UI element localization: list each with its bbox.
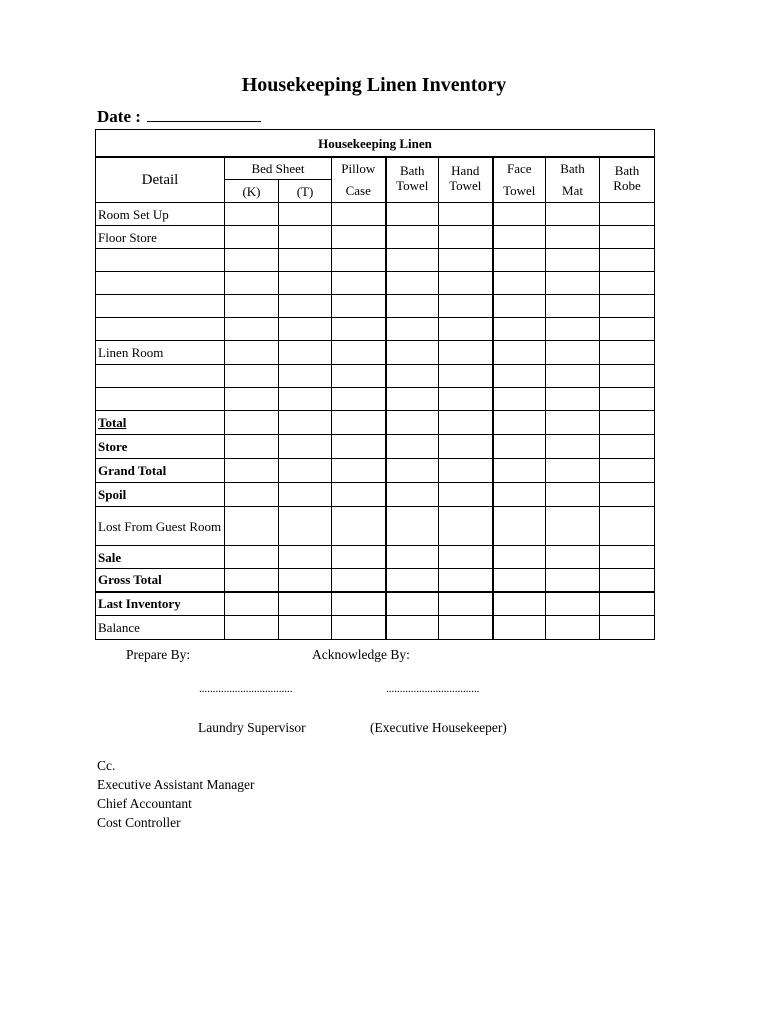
entry-cell[interactable] <box>439 507 493 546</box>
table-row <box>96 483 655 507</box>
entry-cell[interactable] <box>386 507 439 546</box>
entry-cell[interactable] <box>439 388 493 411</box>
entry-cell[interactable] <box>493 365 546 388</box>
entry-cell[interactable] <box>225 459 279 483</box>
entry-cell[interactable] <box>279 507 332 546</box>
entry-cell[interactable] <box>225 203 279 226</box>
entry-cell[interactable] <box>386 459 439 483</box>
row-label <box>96 272 225 295</box>
entry-cell[interactable] <box>546 203 600 226</box>
entry-cell[interactable] <box>493 226 546 249</box>
entry-cell[interactable] <box>225 341 279 365</box>
entry-cell[interactable] <box>439 569 493 592</box>
entry-cell[interactable] <box>600 507 655 546</box>
table-row <box>96 295 655 318</box>
entry-cell[interactable] <box>332 616 386 640</box>
bath-towel-line2: Towel <box>396 178 429 193</box>
entry-cell[interactable] <box>546 459 600 483</box>
entry-cell[interactable] <box>600 569 655 592</box>
entry-cell[interactable] <box>546 272 600 295</box>
entry-cell[interactable] <box>332 318 386 341</box>
entry-cell[interactable] <box>386 226 439 249</box>
row-label: Store <box>96 435 225 459</box>
entry-cell[interactable] <box>439 411 493 435</box>
entry-cell[interactable] <box>439 203 493 226</box>
bath-towel-header <box>386 157 439 203</box>
entry-cell[interactable] <box>225 483 279 507</box>
entry-cell[interactable] <box>546 249 600 272</box>
entry-cell[interactable] <box>386 341 439 365</box>
entry-cell[interactable] <box>386 365 439 388</box>
entry-cell[interactable] <box>439 616 493 640</box>
entry-cell[interactable] <box>386 249 439 272</box>
row-label: Grand Total <box>96 459 225 483</box>
table-row <box>96 592 655 616</box>
row-label <box>96 388 225 411</box>
entry-cell[interactable] <box>279 435 332 459</box>
entry-cell[interactable] <box>332 341 386 365</box>
entry-cell[interactable] <box>600 592 655 616</box>
entry-cell[interactable] <box>546 341 600 365</box>
entry-cell[interactable] <box>439 341 493 365</box>
face-towel-line1: Face <box>506 161 532 176</box>
entry-cell[interactable] <box>386 272 439 295</box>
entry-cell[interactable] <box>332 249 386 272</box>
entry-cell[interactable] <box>332 203 386 226</box>
table-row <box>96 341 655 365</box>
date-field <box>97 107 261 127</box>
entry-cell[interactable] <box>439 295 493 318</box>
entry-cell[interactable] <box>600 203 655 226</box>
entry-cell[interactable] <box>225 365 279 388</box>
entry-cell[interactable] <box>332 459 386 483</box>
row-label: Balance <box>96 616 225 640</box>
entry-cell[interactable] <box>493 318 546 341</box>
entry-cell[interactable] <box>493 435 546 459</box>
entry-cell[interactable] <box>279 388 332 411</box>
entry-cell[interactable] <box>493 341 546 365</box>
entry-cell[interactable] <box>546 226 600 249</box>
entry-cell[interactable] <box>439 546 493 569</box>
pillow-case-line2: Case <box>345 183 371 198</box>
bath-robe-line1: Bath <box>614 163 640 178</box>
entry-cell[interactable] <box>493 459 546 483</box>
row-label: Floor Store <box>96 226 225 249</box>
bath-mat-line2: Mat <box>562 183 583 198</box>
row-label: Spoil <box>96 483 225 507</box>
entry-cell[interactable] <box>332 569 386 592</box>
table-row <box>96 226 655 249</box>
table-row <box>96 616 655 640</box>
entry-cell[interactable] <box>332 295 386 318</box>
entry-cell[interactable] <box>332 435 386 459</box>
prepare-by-label: Prepare By: <box>126 647 191 662</box>
entry-cell[interactable] <box>546 435 600 459</box>
entry-cell[interactable] <box>279 341 332 365</box>
hand-towel-line1: Hand <box>451 163 480 178</box>
entry-cell[interactable] <box>546 318 600 341</box>
entry-cell[interactable] <box>493 483 546 507</box>
table-row <box>96 435 655 459</box>
table-row <box>96 365 655 388</box>
row-label: Gross Total <box>96 569 225 592</box>
entry-cell[interactable] <box>279 616 332 640</box>
date-blank-line[interactable] <box>147 107 261 122</box>
entry-cell[interactable] <box>279 272 332 295</box>
entry-cell[interactable] <box>493 546 546 569</box>
entry-cell[interactable] <box>600 341 655 365</box>
row-label: Last Inventory <box>96 592 225 616</box>
entry-cell[interactable] <box>600 616 655 640</box>
entry-cell[interactable] <box>546 616 600 640</box>
row-label: Room Set Up <box>96 203 225 226</box>
executive-housekeeper-title: (Executive Housekeeper) <box>370 720 507 735</box>
entry-cell[interactable] <box>439 459 493 483</box>
row-label <box>96 365 225 388</box>
row-label <box>96 295 225 318</box>
entry-cell[interactable] <box>600 411 655 435</box>
entry-cell[interactable] <box>332 388 386 411</box>
entry-cell[interactable] <box>386 435 439 459</box>
entry-cell[interactable] <box>493 507 546 546</box>
entry-cell[interactable] <box>225 616 279 640</box>
entry-cell[interactable] <box>600 388 655 411</box>
document-title: Housekeeping Linen Inventory <box>241 74 507 96</box>
entry-cell[interactable] <box>600 295 655 318</box>
row-label: Linen Room <box>96 341 225 365</box>
entry-cell[interactable] <box>439 272 493 295</box>
row-label: Lost From Guest Room <box>96 507 225 546</box>
cc-item: Executive Assistant Manager <box>97 777 255 792</box>
entry-cell[interactable] <box>600 483 655 507</box>
entry-cell[interactable] <box>439 249 493 272</box>
entry-cell[interactable] <box>332 365 386 388</box>
entry-cell[interactable] <box>546 507 600 546</box>
entry-cell[interactable] <box>546 411 600 435</box>
table-row <box>96 459 655 483</box>
entry-cell[interactable] <box>332 592 386 616</box>
entry-cell[interactable] <box>332 483 386 507</box>
entry-cell[interactable] <box>386 592 439 616</box>
entry-cell[interactable] <box>225 388 279 411</box>
entry-cell[interactable] <box>279 203 332 226</box>
entry-cell[interactable] <box>600 546 655 569</box>
laundry-supervisor-title: Laundry Supervisor <box>198 720 306 735</box>
date-label: Date : <box>97 107 141 126</box>
row-label <box>96 249 225 272</box>
entry-cell[interactable] <box>225 272 279 295</box>
table-row <box>96 272 655 295</box>
face-towel-header <box>493 157 546 203</box>
entry-cell[interactable] <box>600 226 655 249</box>
prepare-by-signature-line[interactable]: .................................. <box>199 683 293 695</box>
entry-cell[interactable] <box>386 388 439 411</box>
bed-sheet-t-header: (T) <box>279 180 332 203</box>
table-row <box>96 507 655 546</box>
entry-cell[interactable] <box>225 592 279 616</box>
table-row <box>96 318 655 341</box>
entry-cell[interactable] <box>600 459 655 483</box>
entry-cell[interactable] <box>225 295 279 318</box>
entry-cell[interactable] <box>225 507 279 546</box>
entry-cell[interactable] <box>493 411 546 435</box>
bath-mat-header <box>546 157 600 203</box>
row-label: Sale <box>96 546 225 569</box>
entry-cell[interactable] <box>493 569 546 592</box>
table-row <box>96 411 655 435</box>
cc-item: Chief Accountant <box>97 796 192 811</box>
entry-cell[interactable] <box>600 435 655 459</box>
detail-header: Detail <box>96 157 225 203</box>
table-row <box>96 546 655 569</box>
entry-cell[interactable] <box>546 483 600 507</box>
entry-cell[interactable] <box>225 435 279 459</box>
face-towel-line2: Towel <box>503 183 536 198</box>
entry-cell[interactable] <box>279 546 332 569</box>
entry-cell[interactable] <box>279 592 332 616</box>
entry-cell[interactable] <box>225 411 279 435</box>
entry-cell[interactable] <box>439 435 493 459</box>
entry-cell[interactable] <box>279 226 332 249</box>
bath-robe-header <box>600 157 655 203</box>
entry-cell[interactable] <box>493 203 546 226</box>
bath-mat-line1: Bath <box>560 161 585 176</box>
entry-cell[interactable] <box>493 272 546 295</box>
entry-cell[interactable] <box>493 295 546 318</box>
entry-cell[interactable] <box>225 318 279 341</box>
entry-cell[interactable] <box>600 249 655 272</box>
entry-cell[interactable] <box>279 249 332 272</box>
acknowledge-by-signature-line[interactable]: .................................. <box>386 683 480 695</box>
entry-cell[interactable] <box>439 318 493 341</box>
entry-cell[interactable] <box>546 569 600 592</box>
entry-cell[interactable] <box>439 483 493 507</box>
entry-cell[interactable] <box>225 226 279 249</box>
entry-cell[interactable] <box>493 249 546 272</box>
entry-cell[interactable] <box>386 411 439 435</box>
cc-item: Cost Controller <box>97 815 181 830</box>
hand-towel-line2: Towel <box>449 178 482 193</box>
entry-cell[interactable] <box>386 203 439 226</box>
entry-cell[interactable] <box>546 365 600 388</box>
table-row <box>96 249 655 272</box>
entry-cell[interactable] <box>279 318 332 341</box>
entry-cell[interactable] <box>600 365 655 388</box>
entry-cell[interactable] <box>332 411 386 435</box>
entry-cell[interactable] <box>493 616 546 640</box>
bath-towel-line1: Bath <box>399 163 425 178</box>
linen-inventory-table <box>95 129 655 640</box>
row-label <box>96 318 225 341</box>
entry-cell[interactable] <box>546 592 600 616</box>
entry-cell[interactable] <box>225 249 279 272</box>
entry-cell[interactable] <box>279 483 332 507</box>
table-row <box>96 203 655 226</box>
entry-cell[interactable] <box>279 295 332 318</box>
cc-label: Cc. <box>97 758 116 773</box>
table-row <box>96 388 655 411</box>
entry-cell[interactable] <box>279 569 332 592</box>
bed-sheet-header: Bed Sheet <box>225 157 332 180</box>
entry-cell[interactable] <box>439 365 493 388</box>
entry-cell[interactable] <box>386 318 439 341</box>
entry-cell[interactable] <box>546 388 600 411</box>
entry-cell[interactable] <box>386 483 439 507</box>
entry-cell[interactable] <box>600 318 655 341</box>
entry-cell[interactable] <box>332 507 386 546</box>
entry-cell[interactable] <box>279 411 332 435</box>
entry-cell[interactable] <box>279 365 332 388</box>
entry-cell[interactable] <box>600 272 655 295</box>
acknowledge-by-label: Acknowledge By: <box>312 647 410 662</box>
entry-cell[interactable] <box>279 459 332 483</box>
bed-sheet-k-header: (K) <box>225 180 279 203</box>
entry-cell[interactable] <box>332 272 386 295</box>
entry-cell[interactable] <box>225 569 279 592</box>
entry-cell[interactable] <box>386 546 439 569</box>
entry-cell[interactable] <box>386 295 439 318</box>
entry-cell[interactable] <box>546 546 600 569</box>
bath-robe-line2: Robe <box>613 178 641 193</box>
pillow-case-header <box>332 157 386 203</box>
table-caption: Housekeeping Linen <box>96 130 655 158</box>
table-row <box>96 569 655 592</box>
entry-cell[interactable] <box>386 569 439 592</box>
entry-cell[interactable] <box>493 592 546 616</box>
entry-cell[interactable] <box>332 226 386 249</box>
entry-cell[interactable] <box>493 388 546 411</box>
entry-cell[interactable] <box>225 546 279 569</box>
entry-cell[interactable] <box>439 226 493 249</box>
row-label: Total <box>96 411 225 435</box>
entry-cell[interactable] <box>546 295 600 318</box>
hand-towel-header <box>439 157 493 203</box>
entry-cell[interactable] <box>439 592 493 616</box>
pillow-case-line1: Pillow <box>341 161 376 176</box>
entry-cell[interactable] <box>386 616 439 640</box>
entry-cell[interactable] <box>332 546 386 569</box>
